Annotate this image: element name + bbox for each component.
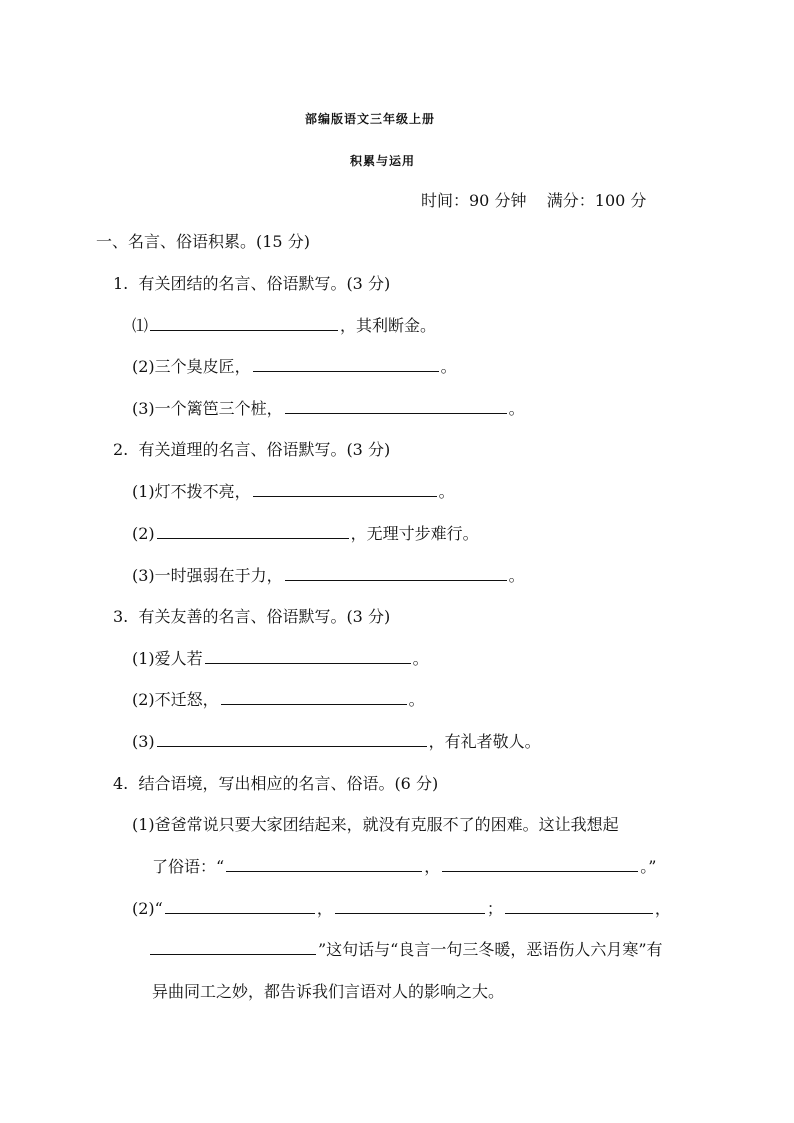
question-1-title: 1. 有关团结的名言、俗语默写。(3 分): [113, 274, 391, 293]
question-4-item-2-line-3: 异曲同工之妙，都告诉我们言语对人的影响之大。: [152, 982, 505, 1001]
document-title: 部编版语文三年级上册: [305, 112, 436, 126]
question-2-title: 2. 有关道理的名言、俗语默写。(3 分): [113, 440, 391, 459]
item-prefix: ⑴: [132, 316, 149, 335]
line-prefix: 了俗语：“: [152, 857, 225, 876]
item-prefix: (2)不迁怒，: [132, 690, 219, 709]
answer-blank[interactable]: [253, 357, 439, 372]
item-prefix: (1)灯不拨不亮，: [132, 482, 251, 501]
question-4-item-1-line-1: (1)爸爸常说只要大家团结起来，就没有克服不了的困难。这让我想起: [132, 815, 619, 834]
answer-blank[interactable]: [285, 566, 507, 581]
item-prefix: (1)爱人若: [132, 649, 203, 668]
document-subtitle: 积累与运用: [350, 154, 416, 168]
answer-blank[interactable]: [335, 899, 485, 914]
item-suffix: ，其利断金。: [340, 316, 437, 335]
question-1-item-2: [132, 357, 457, 377]
question-1-item-1: [132, 316, 436, 336]
question-2-item-3: [132, 566, 525, 586]
answer-blank[interactable]: [150, 316, 338, 331]
line-separator: ，: [654, 899, 671, 918]
question-2-item-1: [132, 482, 455, 502]
question-4-title: 4. 结合语境，写出相应的名言、俗语。(6 分): [113, 774, 439, 793]
question-4-item-1-line-2: [152, 857, 656, 877]
item-suffix: 。: [412, 649, 429, 668]
answer-blank[interactable]: [165, 899, 315, 914]
item-prefix: (3)一时强弱在于力，: [132, 566, 283, 585]
item-suffix: 。: [438, 482, 455, 501]
section-heading: 一、名言、俗语积累。(15 分): [96, 232, 310, 251]
question-3-item-2: [132, 690, 425, 710]
line-separator: ，: [424, 857, 441, 876]
item-suffix: ，有礼者敬人。: [428, 732, 541, 751]
item-suffix: 。: [408, 690, 425, 709]
line-suffix: ”这句话与“良言一句三冬暖，恶语伤人六月寒”有: [318, 940, 663, 959]
line-prefix: (2)“: [132, 899, 163, 918]
answer-blank[interactable]: [226, 857, 422, 872]
question-2-item-2: [132, 524, 479, 544]
question-3-item-1: [132, 649, 429, 669]
line-suffix: 。”: [640, 857, 657, 876]
item-prefix: (3)一个篱笆三个桩，: [132, 399, 283, 418]
item-prefix: (3): [132, 732, 155, 751]
answer-blank[interactable]: [157, 524, 349, 539]
question-1-item-3: [132, 399, 525, 419]
answer-blank[interactable]: [442, 857, 638, 872]
question-3-item-3: [132, 732, 541, 752]
item-suffix: ，无理寸步难行。: [350, 524, 479, 543]
line-separator: ；: [486, 899, 503, 918]
item-suffix: 。: [440, 357, 457, 376]
line-separator: ，: [316, 899, 333, 918]
answer-blank[interactable]: [285, 399, 507, 414]
item-suffix: 。: [508, 399, 525, 418]
answer-blank[interactable]: [205, 649, 411, 664]
answer-blank[interactable]: [157, 732, 427, 747]
question-4-item-2-line-1: [132, 899, 671, 919]
answer-blank[interactable]: [150, 940, 316, 955]
question-4-item-2-line-2: [148, 940, 663, 960]
time-score-info: 时间：90 分钟 满分：100 分: [421, 191, 647, 210]
item-suffix: 。: [508, 566, 525, 585]
answer-blank[interactable]: [505, 899, 653, 914]
item-prefix: (2): [132, 524, 155, 543]
answer-blank[interactable]: [221, 690, 407, 705]
item-prefix: (2)三个臭皮匠，: [132, 357, 251, 376]
question-3-title: 3. 有关友善的名言、俗语默写。(3 分): [113, 607, 391, 626]
answer-blank[interactable]: [253, 482, 437, 497]
